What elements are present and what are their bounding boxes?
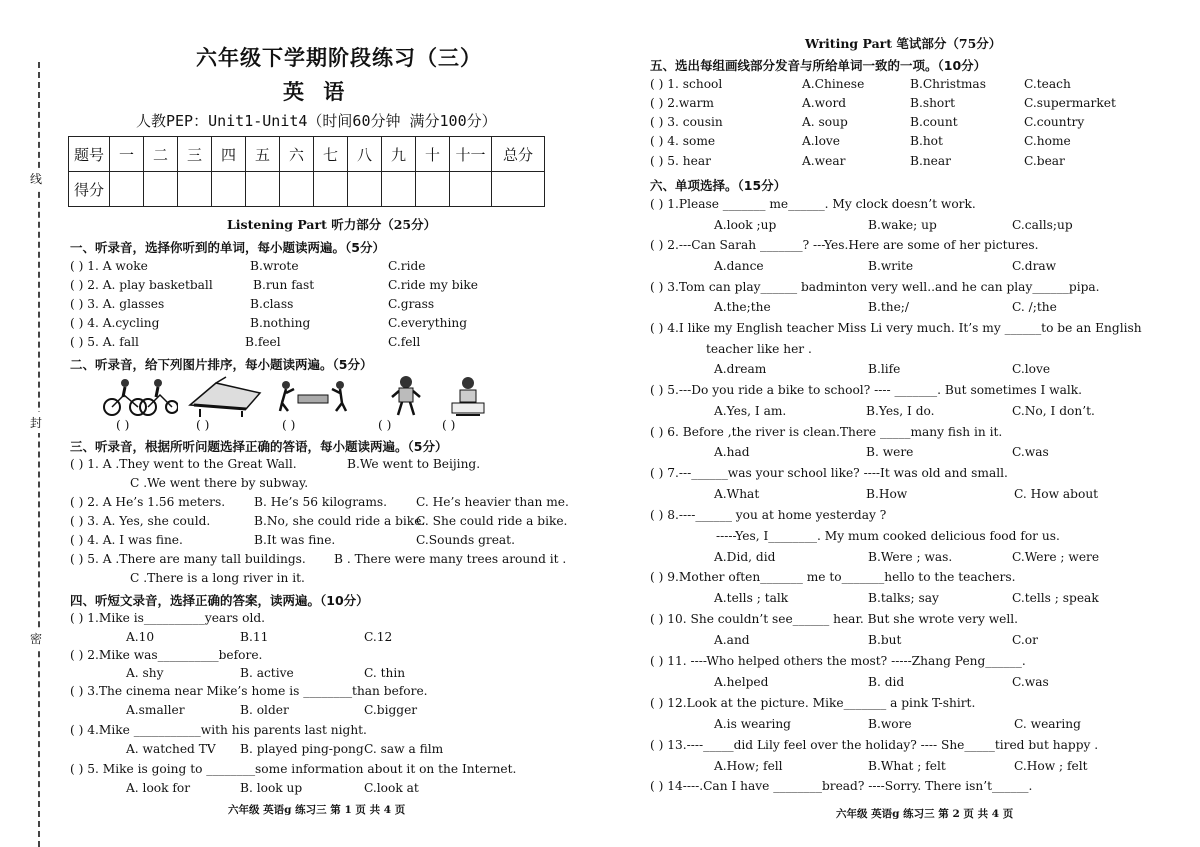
question-text-continued: -----Yes, I________. My mum cooked delicious food for us.	[716, 529, 1060, 543]
section-4-title: 四、听短文录音，选择正确的答案，读两遍。（10分）	[70, 593, 369, 608]
option-c: C.was	[1012, 445, 1049, 459]
score-cell: 六	[280, 137, 314, 172]
score-header-row	[69, 137, 545, 172]
question-text: ( ) 7.---______was your school like? ----It was old and small.	[650, 466, 1008, 480]
subject-title: 英 语	[283, 79, 351, 104]
question-text: ( ) 5. A. fall	[70, 335, 139, 349]
listening-part-heading: Listening Part 听力部分（25分）	[227, 217, 437, 232]
picture-answer-blank[interactable]: ( )	[378, 418, 392, 432]
question-text: ( ) 4. A.cycling	[70, 316, 160, 330]
question-text: ( ) 14----.Can I have ________bread? ----Sorry. There isn’t______.	[650, 779, 1033, 793]
reading-picture	[446, 375, 490, 417]
option-b: B.Yes, I do.	[866, 404, 935, 418]
option-c: C .We went there by subway.	[130, 476, 309, 490]
question-text: ( ) 2. A He’s 1.56 meters.	[70, 495, 226, 509]
option-a: A. shy	[126, 666, 164, 680]
picture-answer-blank[interactable]: ( )	[282, 418, 296, 432]
cycling-picture	[98, 375, 178, 417]
score-row-label: 得分	[69, 172, 110, 207]
option-b: B.It was fine.	[254, 533, 336, 547]
option-a: A.Yes, I am.	[714, 404, 787, 418]
question-text: ( ) 4. A. I was fine.	[70, 533, 183, 547]
option-b: B.feel	[245, 335, 281, 349]
score-input-cell[interactable]	[212, 172, 246, 207]
score-input-cell[interactable]	[416, 172, 450, 207]
writing-part-heading: Writing Part 笔试部分（75分）	[805, 36, 1002, 51]
option-a: A.love	[802, 134, 841, 148]
ping-pong-picture	[272, 375, 354, 417]
score-value-row	[69, 172, 545, 207]
option-b: B.Christmas	[910, 77, 986, 91]
option-c: C.country	[1024, 115, 1085, 129]
question-text: ( ) 5. Mike is going to ________some information about it on the Internet.	[70, 762, 517, 776]
option-b: B.wore	[868, 717, 912, 731]
question-text: ( ) 1. A woke	[70, 259, 148, 273]
question-text: ( ) 5.---Do you ride a bike to school? ---- _______. But sometimes I walk.	[650, 383, 1083, 397]
option-a: A.10	[126, 630, 155, 644]
option-a: A.tells ; talk	[714, 591, 789, 605]
option-c: C.everything	[388, 316, 468, 330]
margin-label: 线	[30, 168, 42, 189]
question-text: ( ) 1. school	[650, 77, 723, 91]
option-c: C. She could ride a bike.	[416, 514, 568, 528]
section-3-title: 三、听录音，根据所听问题选择正确的答语，每小题读两遍。（5分）	[70, 439, 448, 454]
option-c: C.draw	[1012, 259, 1057, 273]
option-a: A. soup	[802, 115, 848, 129]
option-c: C.No, I don’t.	[1012, 404, 1095, 418]
question-text: ( ) 13.----_____did Lily feel over the holiday? ---- She_____tired but happy .	[650, 738, 1099, 752]
question-text: ( ) 5. A .There are many tall buildings.	[70, 552, 306, 566]
score-cell: 题号	[69, 137, 110, 172]
option-b: B.but	[868, 633, 902, 647]
question-text: ( ) 5. hear	[650, 154, 711, 168]
option-a: A.word	[802, 96, 847, 110]
option-c: C. He’s heavier than me.	[416, 495, 569, 509]
option-b: B.class	[250, 297, 294, 311]
question-text: ( ) 2.Mike was__________before.	[70, 648, 263, 662]
option-c: C.was	[1012, 675, 1049, 689]
score-input-cell[interactable]	[492, 172, 545, 207]
question-text-continued: teacher like her .	[706, 342, 812, 356]
page-footer: 六年级 英语g 练习三 第 2 页 共 4 页	[836, 808, 1014, 820]
option-b: B.wake; up	[868, 218, 937, 232]
score-cell: 一	[110, 137, 144, 172]
option-c: C.Sounds great.	[416, 533, 515, 547]
question-text: ( ) 2. A. play basketball	[70, 278, 213, 292]
option-b: B . There were many trees around it .	[334, 552, 567, 566]
score-cell: 九	[382, 137, 416, 172]
picture-answer-blank[interactable]: ( )	[196, 418, 210, 432]
question-text: ( ) 1.Please _______ me______. My clock doesn’t work.	[650, 197, 976, 211]
option-b: B.wrote	[250, 259, 299, 273]
question-text: ( ) 4. some	[650, 134, 716, 148]
option-a: A.Did, did	[714, 550, 776, 564]
option-a: A.What	[714, 487, 760, 501]
question-text: ( ) 1.Mike is__________years old.	[70, 611, 266, 625]
option-b: B.11	[240, 630, 269, 644]
option-b: B.No, she could ride a bike.	[254, 514, 426, 528]
score-cell: 五	[246, 137, 280, 172]
option-c: C.teach	[1024, 77, 1071, 91]
option-b: B. were	[866, 445, 914, 459]
question-text: ( ) 3. A. glasses	[70, 297, 165, 311]
option-a: A.the;the	[714, 300, 771, 314]
option-b: B. active	[240, 666, 294, 680]
option-c: C.bigger	[364, 703, 418, 717]
score-cell: 十	[416, 137, 450, 172]
score-cell: 总分	[492, 137, 545, 172]
option-c: C. saw a film	[364, 742, 444, 756]
option-c: C.home	[1024, 134, 1071, 148]
page-title: 六年级下学期阶段练习（三）	[196, 45, 482, 70]
option-b: B.the;/	[868, 300, 910, 314]
section-5-title: 五、选出每组画线部分发音与所给单词一致的一项。（10分）	[650, 58, 987, 73]
option-c: C.fell	[388, 335, 421, 349]
option-a: A.look ;up	[714, 218, 777, 232]
section-1-title: 一、听录音，选择你听到的单词，每小题读两遍。（5分）	[70, 240, 385, 255]
score-input-cell[interactable]	[348, 172, 382, 207]
option-a: A.Chinese	[802, 77, 865, 91]
question-text: ( ) 11. ----Who helped others the most? -----Zhang Peng______.	[650, 654, 1026, 668]
option-c: C.Were ; were	[1012, 550, 1100, 564]
option-a: A.How; fell	[714, 759, 783, 773]
question-text: ( ) 3.The cinema near Mike’s home is ________than before.	[70, 684, 428, 698]
score-input-cell[interactable]	[178, 172, 212, 207]
option-c: C. thin	[364, 666, 406, 680]
option-c: C.calls;up	[1012, 218, 1073, 232]
option-c: C. wearing	[1014, 717, 1081, 731]
option-b: B.How	[866, 487, 908, 501]
option-b: B.short	[910, 96, 955, 110]
option-b: B.Were ; was.	[868, 550, 953, 564]
option-a: A.dream	[714, 362, 767, 376]
question-text: ( ) 3.Tom can play______ badminton very well..and he can play______pipa.	[650, 280, 1100, 294]
section-6-title: 六、单项选择。（15分）	[650, 178, 787, 193]
question-text: ( ) 9.Mother often_______ me to_______hello to the teachers.	[650, 570, 1016, 584]
option-c: C.tells ; speak	[1012, 591, 1099, 605]
option-b: B.near	[910, 154, 951, 168]
option-c: C.look at	[364, 781, 419, 795]
score-input-cell[interactable]	[246, 172, 280, 207]
option-b: B.run fast	[253, 278, 315, 292]
boy-picture	[388, 375, 424, 417]
option-c: C.12	[364, 630, 393, 644]
score-input-cell[interactable]	[314, 172, 348, 207]
score-cell: 八	[348, 137, 382, 172]
option-b: B. He’s 56 kilograms.	[254, 495, 388, 509]
question-text: ( ) 3. A. Yes, she could.	[70, 514, 211, 528]
option-c: C.grass	[388, 297, 435, 311]
score-cell: 二	[144, 137, 178, 172]
piano-picture	[186, 375, 264, 417]
question-text: ( ) 8.----______ you at home yesterday ?	[650, 508, 887, 522]
option-a: A. look for	[126, 781, 191, 795]
option-a: A. watched TV	[126, 742, 216, 756]
option-b: B. did	[868, 675, 905, 689]
option-a: A.and	[714, 633, 750, 647]
option-b: B.talks; say	[868, 591, 939, 605]
score-input-cell[interactable]	[144, 172, 178, 207]
question-text: ( ) 1. A .They went to the Great Wall.	[70, 457, 297, 471]
option-c: C .There is a long river in it.	[130, 571, 305, 585]
score-cell: 十一	[450, 137, 492, 172]
section-2-title: 二、听录音，给下列图片排序，每小题读两遍。（5分）	[70, 357, 373, 372]
option-b: B. played ping-pong	[240, 742, 364, 756]
page-footer: 六年级 英语g 练习三 第 1 页 共 4 页	[228, 804, 406, 816]
score-table	[68, 136, 545, 207]
question-text: ( ) 4.I like my English teacher Miss Li very much. It’s my ______to be an English	[650, 321, 1142, 335]
option-a: A.had	[714, 445, 750, 459]
exam-info: 人教PEP：Unit1-Unit4（时间60分钟 满分100分）	[136, 112, 497, 130]
option-c: C.love	[1012, 362, 1051, 376]
margin-label: 密	[30, 628, 42, 649]
option-c: C. How about	[1014, 487, 1099, 501]
option-a: A.dance	[714, 259, 764, 273]
question-text: ( ) 10. She couldn’t see______ hear. But she wrote very well.	[650, 612, 1019, 626]
score-input-cell[interactable]	[110, 172, 144, 207]
option-b: B.life	[868, 362, 901, 376]
option-a: A.helped	[714, 675, 769, 689]
question-text: ( ) 12.Look at the picture. Mike_______ a pink T-shirt.	[650, 696, 976, 710]
option-b: B.hot	[910, 134, 943, 148]
score-input-cell[interactable]	[450, 172, 492, 207]
question-text: ( ) 2.---Can Sarah _______? ---Yes.Here are some of her pictures.	[650, 238, 1039, 252]
option-a: A.wear	[802, 154, 846, 168]
margin-label: 封	[30, 412, 42, 433]
option-c: C.bear	[1024, 154, 1065, 168]
score-input-cell[interactable]	[382, 172, 416, 207]
question-text: ( ) 4.Mike ___________with his parents last night.	[70, 723, 367, 737]
option-a: A.is wearing	[714, 717, 791, 731]
option-c: C.or	[1012, 633, 1038, 647]
option-a: A.smaller	[126, 703, 185, 717]
option-b: B.count	[910, 115, 958, 129]
score-cell: 七	[314, 137, 348, 172]
option-b: B.nothing	[250, 316, 311, 330]
option-b: B.write	[868, 259, 914, 273]
option-c: C.How ; felt	[1014, 759, 1088, 773]
option-c: C.ride	[388, 259, 426, 273]
question-text: ( ) 3. cousin	[650, 115, 723, 129]
question-text: ( ) 6. Before ,the river is clean.There _____many fish in it.	[650, 425, 1003, 439]
option-c: C.ride my bike	[388, 278, 478, 292]
option-b: B. look up	[240, 781, 303, 795]
score-cell: 三	[178, 137, 212, 172]
score-input-cell[interactable]	[280, 172, 314, 207]
question-text: ( ) 2.warm	[650, 96, 714, 110]
picture-answer-blank[interactable]: ( )	[442, 418, 456, 432]
option-b: B.What ; felt	[868, 759, 946, 773]
option-b: B. older	[240, 703, 289, 717]
score-cell: 四	[212, 137, 246, 172]
picture-answer-blank[interactable]: ( )	[116, 418, 130, 432]
option-c: C.supermarket	[1024, 96, 1116, 110]
option-c: C. /;the	[1012, 300, 1057, 314]
option-b: B.We went to Beijing.	[347, 457, 481, 471]
